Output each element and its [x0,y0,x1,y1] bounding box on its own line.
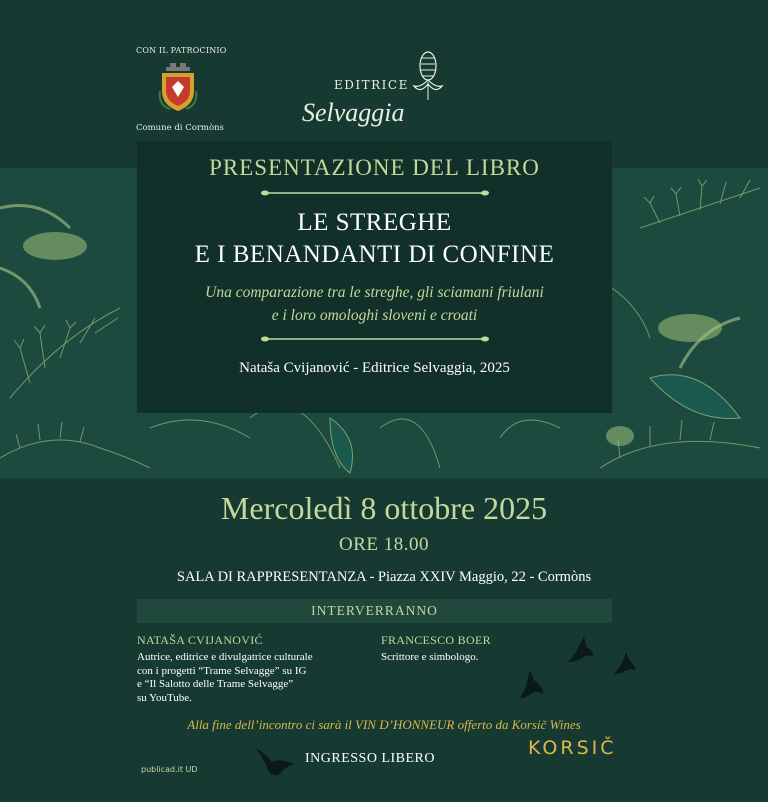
speaker-bio-line: su YouTube. [137,691,192,704]
event-venue: SALA DI RAPPRESENTANZA - Piazza XXIV Maggio, 22 - Cormòns [176,569,592,585]
speaker-bio-line: Scrittore e simbologo. [381,651,479,663]
publisher-logo [296,48,456,134]
speaker-bio-line: Autrice, editrice e divulgatrice culturale [137,651,313,663]
korsic-logo: KORSIČ [528,737,617,759]
publicad-credit: publicad.it UD [141,765,198,774]
book-title-line1: LE STREGHE [297,209,452,236]
bird-silhouette-icon [612,650,638,680]
patronage-label: CON IL PATROCINIO [136,46,227,55]
book-subtitle [137,281,612,327]
speaker-bio-line: e “Il Salotto delle Trame Selvagge” [137,678,294,690]
speaker-name: NATAŠA CVIJANOVIĆ [137,633,263,647]
publisher-name: Selvaggia [302,98,405,127]
bird-silhouette-icon [516,668,546,704]
book-title [137,207,612,271]
bird-silhouette-icon [254,740,300,780]
comune-label: Comune di Cormòns [136,123,224,133]
vin-dhonneur-note: Alla fine dell’incontro ci sarà il VIN D’HONNEUR offerto da Korsič Wines [187,717,581,732]
free-entry-label: INGRESSO LIBERO [305,751,436,766]
presentation-heading: PRESENTAZIONE DEL LIBRO [209,155,540,180]
book-title-line2: E I BENANDANTI DI CONFINE [194,241,555,268]
flower-cluster [23,232,87,260]
speaker-bio [137,651,367,705]
flower-cluster [658,314,722,342]
leaf [650,375,740,419]
leaf [330,418,353,473]
ornament-divider [260,335,490,343]
event-date: Mercoledì 8 ottobre 2025 [220,490,548,526]
bird-silhouette-icon [566,634,596,668]
patronage-block [136,46,236,133]
speaker-card [137,633,367,705]
subtitle-line1: Una comparazione tra le streghe, gli sciamani friulani [205,284,544,301]
title-panel [137,141,612,413]
subtitle-line2: e i loro omologhi sloveni e croati [271,307,478,324]
speaker-name: FRANCESCO BOER [381,633,491,647]
pinecone-icon [408,48,448,108]
author-credit: Nataša Cvijanović - Editrice Selvaggia, 2025 [239,360,510,376]
publisher-label: EDITRICE [334,78,409,92]
cormons-crest-icon [158,61,198,113]
flower-cluster [606,426,634,446]
speaker-card [381,633,561,665]
speakers-heading: INTERVERRANNO [137,599,612,623]
event-time: ORE 18.00 [339,534,429,555]
speaker-bio-line: con i progetti “Trame Selvagge” su IG [137,664,307,677]
speaker-bio [381,651,561,665]
ornament-divider [260,189,490,197]
